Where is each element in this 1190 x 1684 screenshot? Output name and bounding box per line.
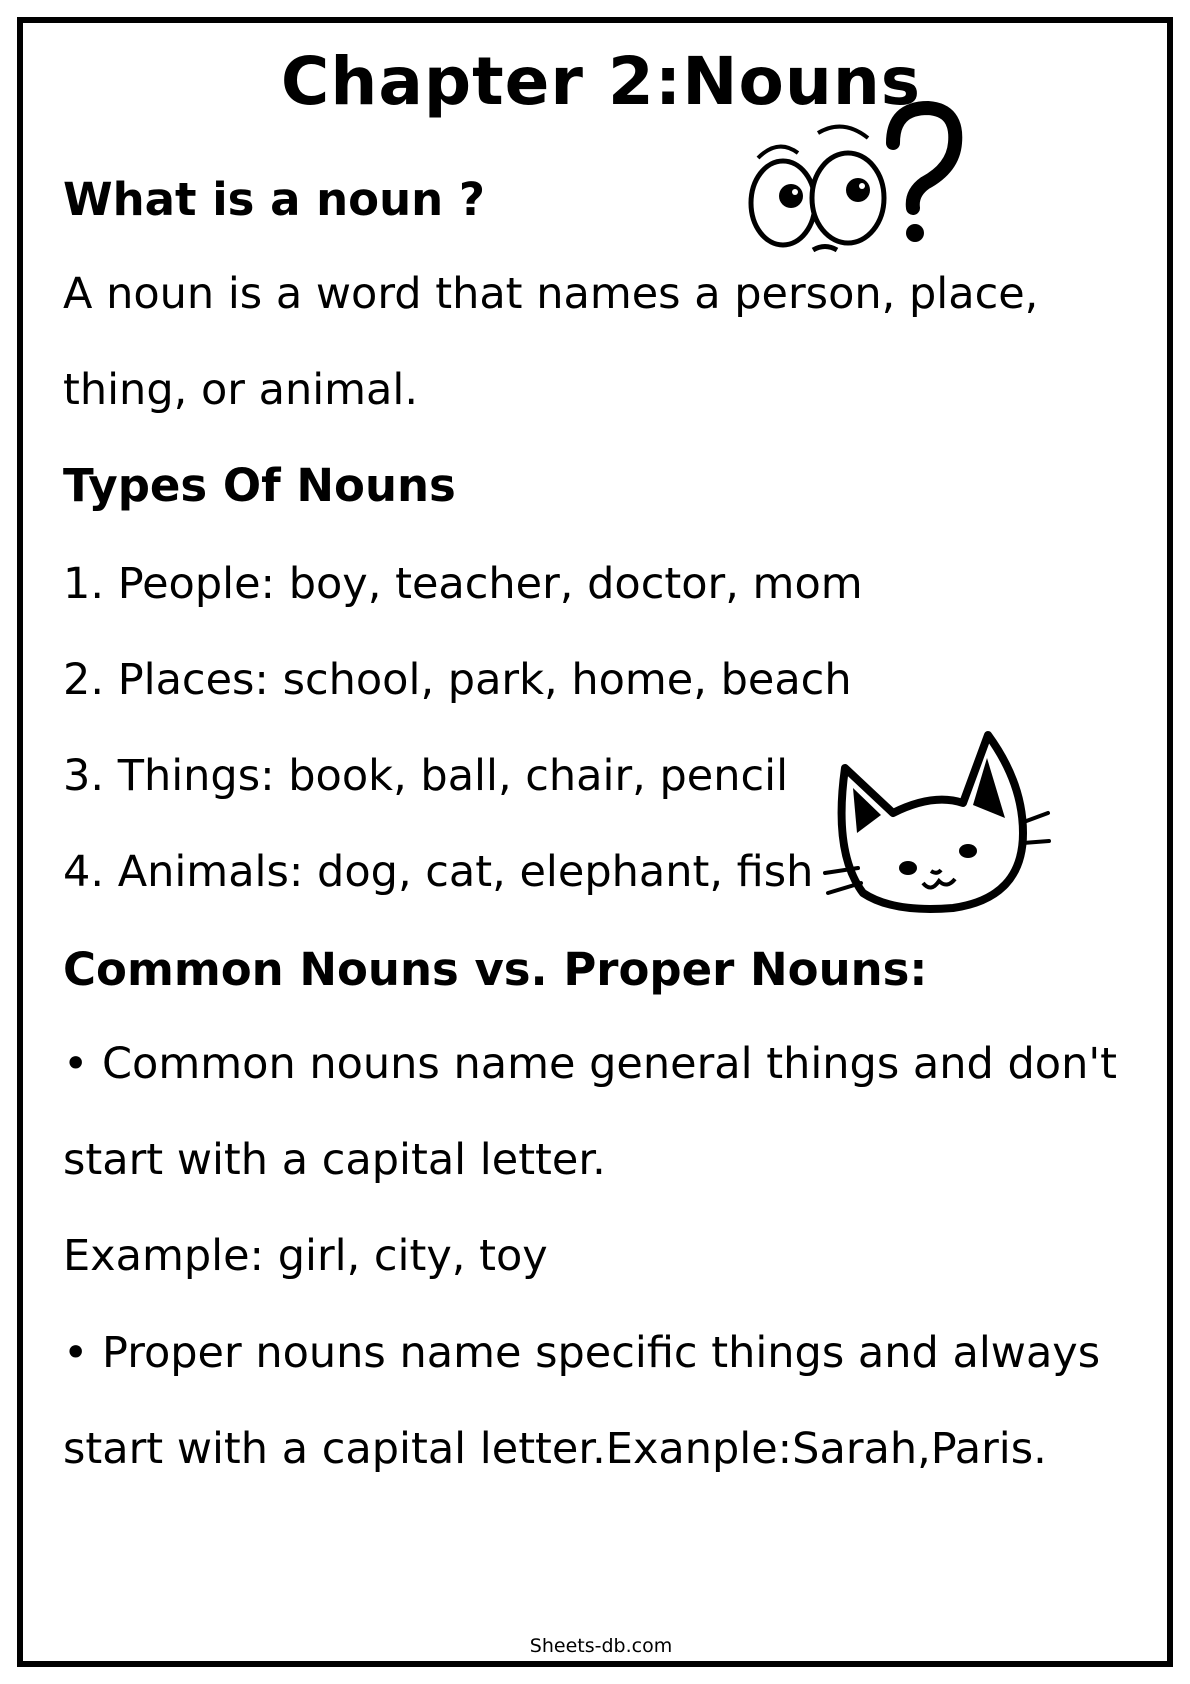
common-line-2: start with a capital letter.	[63, 1135, 606, 1185]
proper-line-1: • Proper nouns name specific things and always	[63, 1328, 1101, 1378]
types-heading: Types Of Nouns	[63, 459, 456, 512]
definition-line-2: thing, or animal.	[63, 365, 419, 415]
cat-face-icon	[823, 723, 1053, 923]
question-eyes-icon	[733, 98, 973, 258]
page-title: Chapter 2:Nouns	[280, 43, 922, 120]
what-heading: What is a noun ?	[63, 173, 485, 226]
common-line-1: • Common nouns name general things and don't	[63, 1039, 1118, 1089]
common-proper-heading: Common Nouns vs. Proper Nouns:	[63, 943, 928, 996]
type-item-animals: 4. Animals: dog, cat, elephant, fish	[63, 847, 814, 897]
definition-line-1: A noun is a word that names a person, place,	[63, 269, 1039, 319]
type-item-people: 1. People: boy, teacher, doctor, mom	[63, 559, 863, 609]
common-example: Example: girl, city, toy	[63, 1231, 548, 1281]
worksheet-frame	[17, 17, 1173, 1667]
footer-source: Sheets-db.com	[529, 1635, 673, 1657]
type-item-things: 3. Things: book, ball, chair, pencil	[63, 751, 789, 801]
proper-line-2: start with a capital letter.Exanple:Sarah,Paris.	[63, 1424, 1047, 1474]
type-item-places: 2. Places: school, park, home, beach	[63, 655, 852, 705]
